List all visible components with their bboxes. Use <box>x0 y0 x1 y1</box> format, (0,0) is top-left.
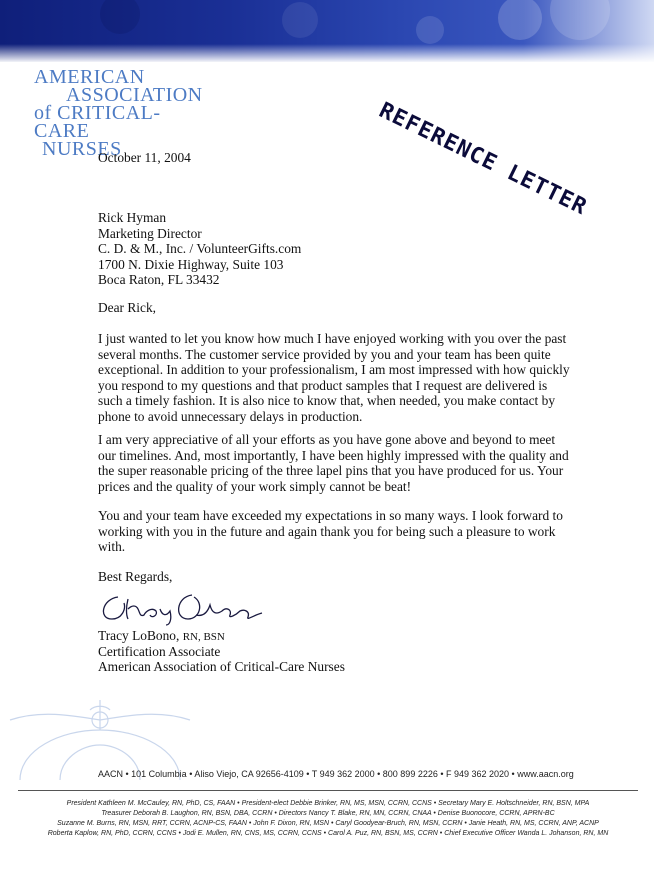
banner-texture <box>0 0 654 62</box>
logo-line: AMERICAN <box>34 66 145 88</box>
org-logo <box>34 68 204 158</box>
handwritten-signature <box>96 585 276 627</box>
signature-block <box>98 628 345 675</box>
address-line: Boca Raton, FL 33432 <box>98 272 220 288</box>
footer-address: AACN • 101 Columbia • Aliso Viejo, CA 92656-4109 • T 949 362 2000 • 800 899 2226 • F 949 362 2020 • www.aacn.org <box>98 769 574 779</box>
recipient-address <box>98 210 301 288</box>
address-line: Marketing Director <box>98 225 202 241</box>
salutation: Dear Rick, <box>98 300 157 315</box>
closing: Best Regards, <box>98 569 173 584</box>
logo-line: NURSES <box>42 138 122 160</box>
officers-line: President Kathleen M. McCauley, RN, PhD, CS, FAAN • President-elect Debbie Brinker, RN, MS, MSN, CCRN, CCNS • Secretary Mary E. Holtschneider, RN, BSN, MPA <box>66 800 590 807</box>
signer-title: Certification Associate <box>98 643 221 659</box>
footer-divider <box>18 790 638 791</box>
letter-date: October 11, 2004 <box>98 150 191 165</box>
body-paragraph: You and your team have exceeded my expectations in so many ways. I look forward to working with you in the future and again thank you for being such a pleasure to work with. <box>98 508 563 555</box>
address-line: C. D. & M., Inc. / VolunteerGifts.com <box>98 241 302 257</box>
officers-list <box>18 799 638 839</box>
body-paragraph: I just wanted to let you know how much I have enjoyed working with you over the past several months. The customer service provided by you and your team has been quite exceptional. In addition to your professionalism, I am most impressed with how quickly you respond to my questions and that product samples that I request are delivered is such a timely fashion. It is also nice to know that, when needed, you make contact by phone to avoid unnecessary delays in production. <box>98 331 570 424</box>
officers-line: Treasurer Deborah B. Laughon, RN, BSN, DBA, CCRN • Directors Nancy T. Blake, RN, MN, CCRN, CNAA • Denise Buonocore, CCRN, APRN-BC <box>101 810 555 817</box>
signer-line <box>98 628 345 644</box>
address-line: 1700 N. Dixie Highway, Suite 103 <box>98 256 284 272</box>
signer-name: Tracy LoBono, <box>98 628 183 643</box>
signer-organization: American Association of Critical-Care Nurses <box>98 659 345 675</box>
officers-line: Suzanne M. Burns, RN, MSN, RRT, CCRN, ACNP-CS, FAAN • John F. Dixon, RN, MSN • Caryl Goodyear-Bruch, RN, MSN, CCRN • Janie Heath, RN, MS, CCRN, ANP, ACNP <box>57 820 599 827</box>
logo-line: of CRITICAL-CARE <box>34 102 161 142</box>
signer-credentials: RN, BSN <box>182 631 225 643</box>
body-paragraph: I am very appreciative of all your efforts as you have gone above and beyond to meet our timelines. And, most importantly, I have been highly impressed with the quality and the super reasonable pricing of the three lapel pins that you have produced for us. Your prices and the quality of your work simply cannot be beat! <box>98 432 569 494</box>
officers-line: Roberta Kaplow, RN, PhD, CCRN, CCNS • Jodi E. Mullen, RN, CNS, MS, CCRN, CCNS • Carol A. Puz, RN, BSN, MS, CCRN • Chief Executive Officer Wanda L. Johanson, RN, MN <box>47 830 609 837</box>
header-banner <box>0 0 654 62</box>
logo-line: ASSOCIATION <box>66 84 203 106</box>
address-line: Rick Hyman <box>98 210 167 225</box>
reference-letter-stamp: REFERENCE LETTER <box>375 98 591 221</box>
